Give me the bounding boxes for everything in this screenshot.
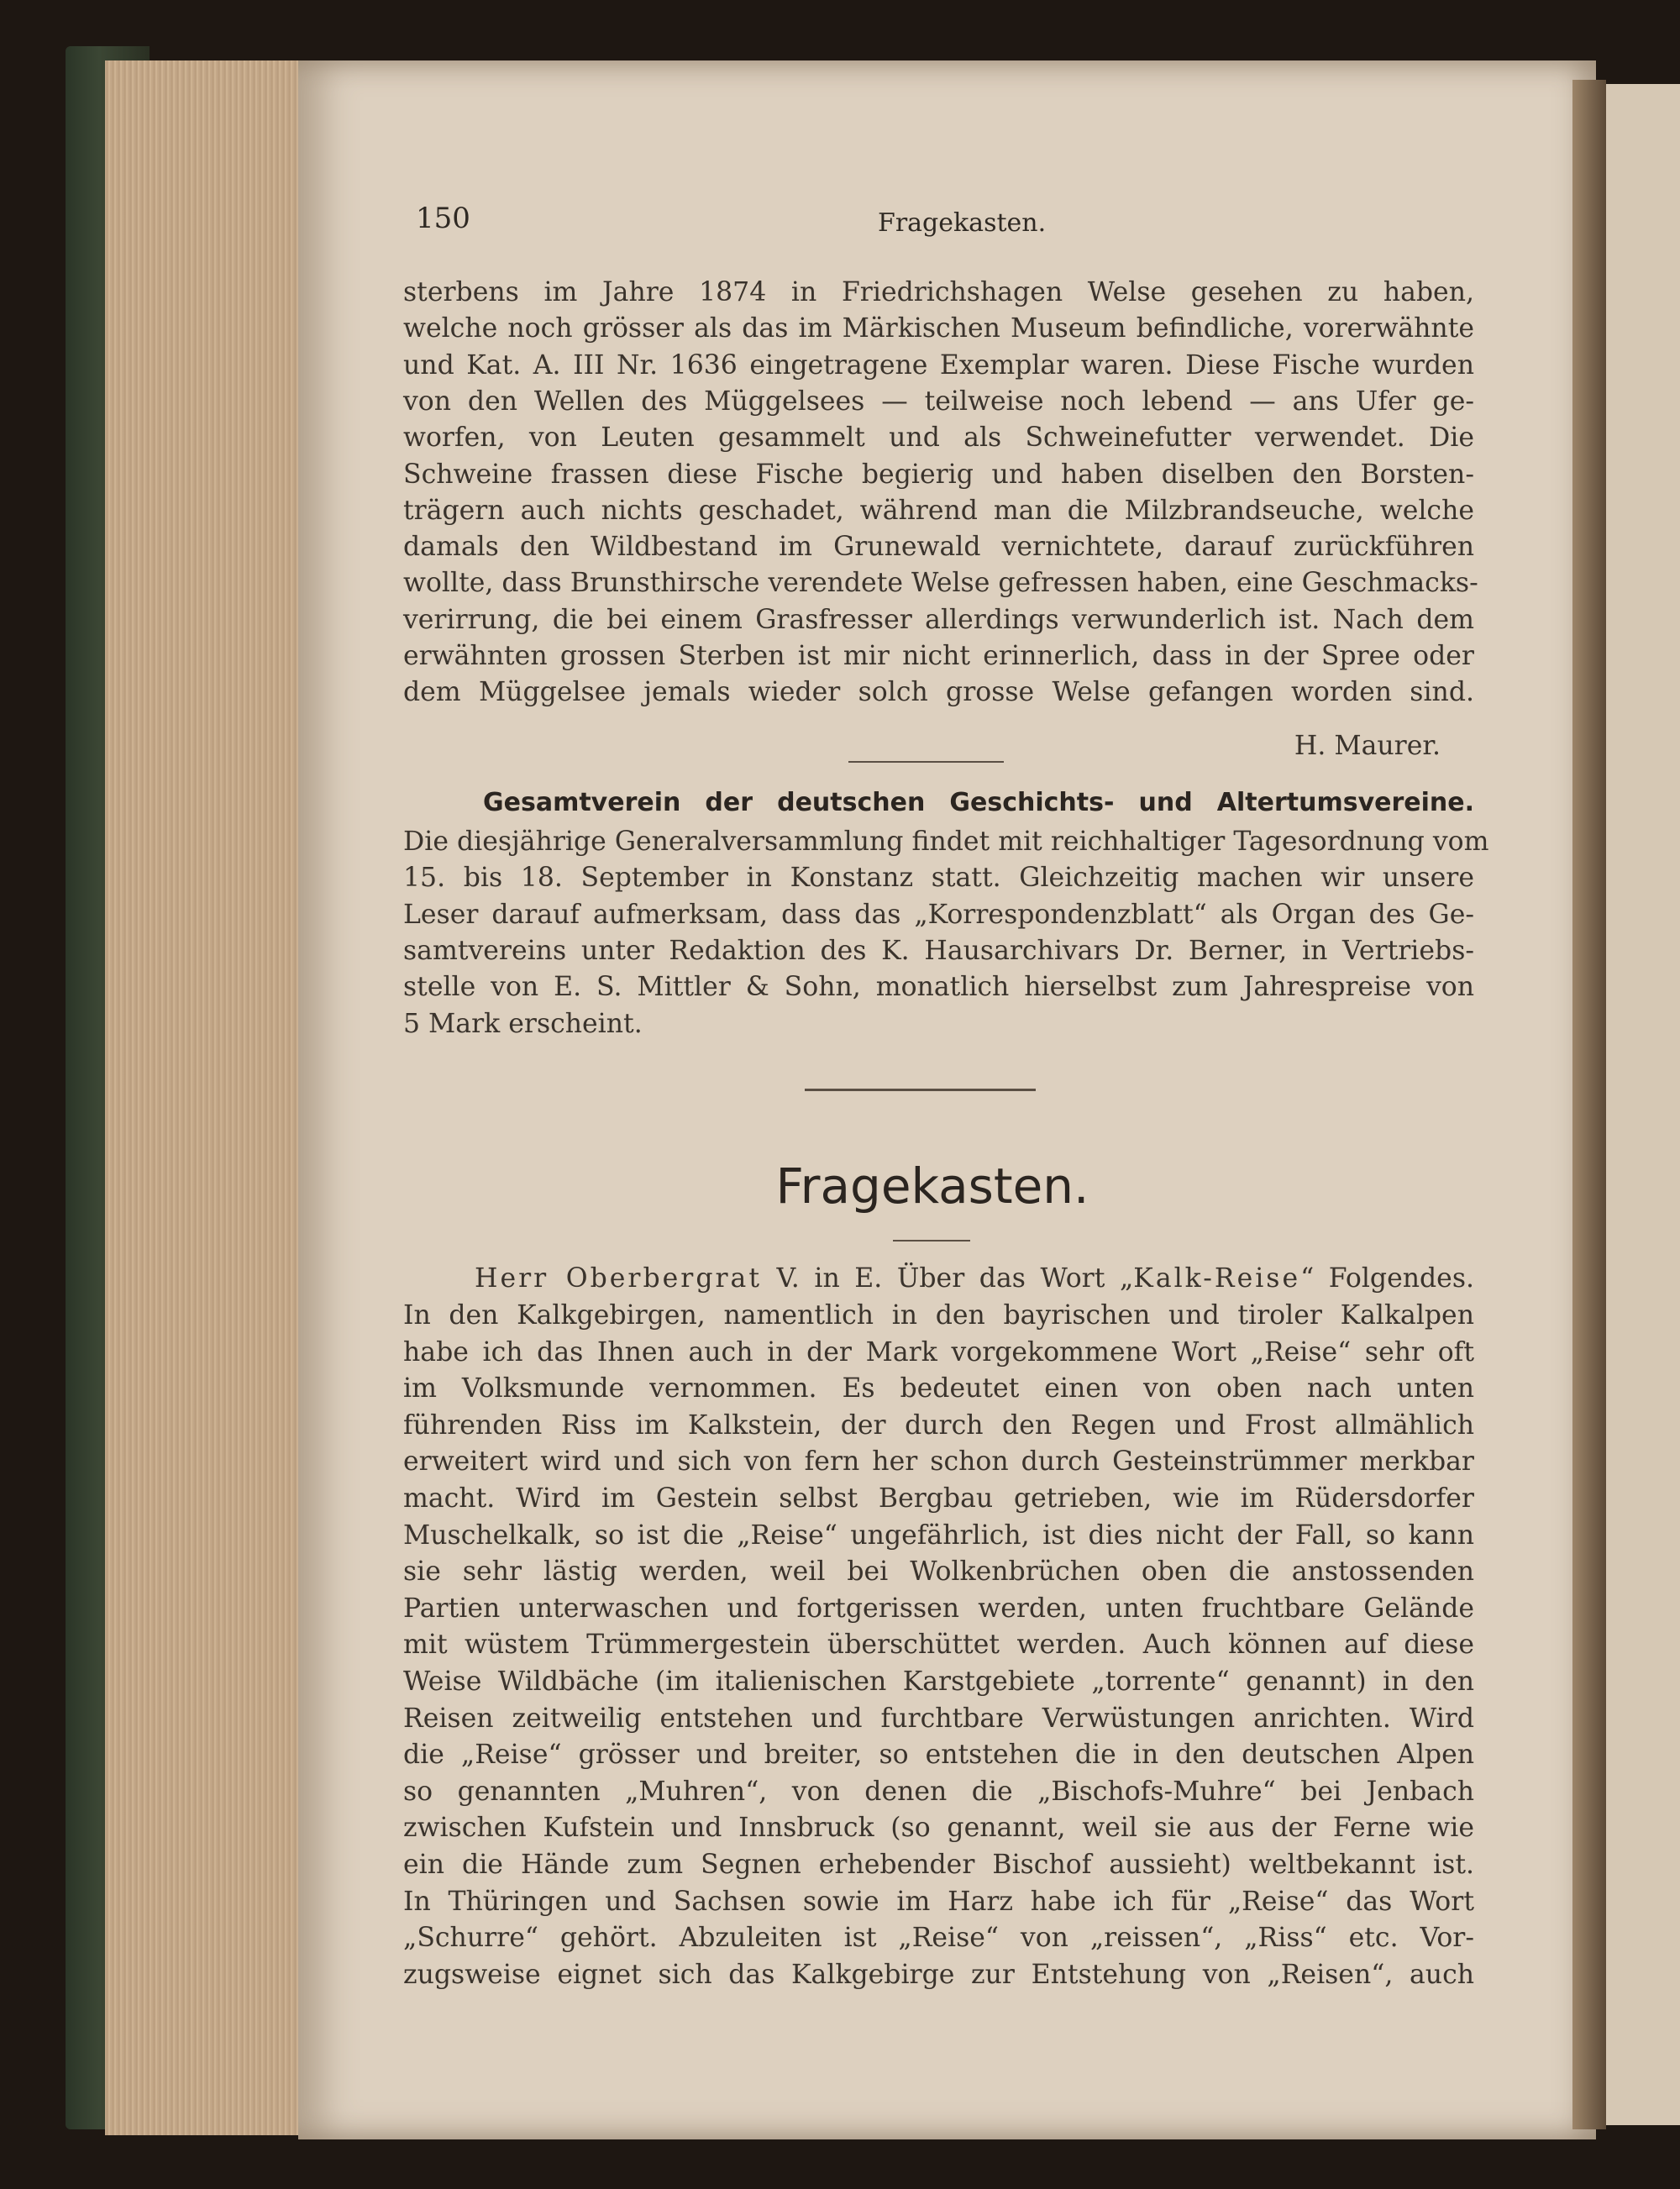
text-line: 5 Mark erscheint. <box>403 1008 643 1039</box>
intro-rest: V. in E. Über das Wort „ <box>762 1263 1134 1294</box>
question-intro <box>403 1262 1474 1295</box>
short-divider <box>848 761 1004 763</box>
text-line: Reisen zeitweilig entstehen und furchtbare Verwüstungen anrichten. Wird <box>403 1703 1474 1734</box>
text-line: habe ich das Ihnen auch in der Mark vorgekommene Wort „Reise“ sehr oft <box>403 1336 1474 1367</box>
text-line: macht. Wird im Gestein selbst Bergbau getrieben, wie im Rüdersdorfer <box>403 1483 1474 1514</box>
text-line: „Schurre“ gehört. Abzuleiten ist „Reise“ von „reissen“, „Riss“ etc. Vor- <box>403 1923 1474 1954</box>
text-line: die „Reise“ grösser und breiter, so entstehen die in den deutschen Alpen <box>403 1740 1474 1771</box>
text-line: In Thüringen und Sachsen sowie im Harz habe ich für „Reise“ das Wort <box>403 1886 1474 1917</box>
section-divider <box>805 1089 1036 1091</box>
text-line: sterbens im Jahre 1874 in Friedrichshagen Welse gesehen zu haben, <box>403 277 1474 307</box>
text-line: wollte, dass Brunsthirsche verendete Welse gefressen haben, eine Geschmacks- <box>403 568 1478 599</box>
page-number: 150 <box>416 202 470 235</box>
text-line: erweitert wird und sich von fern her schon durch Gesteinstrümmer merkbar <box>403 1446 1474 1478</box>
signature: H. Maurer. <box>1294 731 1441 761</box>
text-line: Weise Wildbäche (im italienischen Karstgebiete „torrente“ genannt) in den <box>403 1667 1474 1697</box>
text-line: In den Kalkgebirgen, namentlich in den bayrischen und tiroler Kalkalpen <box>403 1300 1474 1331</box>
text-line: Partien unterwaschen und fortgerissen werden, unten fruchtbare Gelände <box>403 1593 1474 1624</box>
title-underline <box>893 1240 970 1241</box>
book-gutter <box>1572 80 1606 2129</box>
text-line: welche noch grösser als das im Märkischen Museum befindliche, vorerwähnte <box>403 313 1474 344</box>
text-line: Leser darauf aufmerksam, dass das „Korrespondenzblatt“ als Organ des Ge- <box>403 899 1474 930</box>
text-line: führenden Riss im Kalkstein, der durch den Regen und Frost allmählich <box>403 1409 1474 1441</box>
text-line: so genannten „Muhren“, von denen die „Bischofs-Muhre“ bei Jenbach <box>403 1776 1474 1807</box>
text-line: mit wüstem Trümmergestein überschüttet werden. Auch können auf diese <box>403 1630 1474 1661</box>
text-line: von den Wellen des Müggelsees — teilweise noch lebend — ans Ufer ge- <box>403 386 1474 417</box>
text-line: dem Müggelsee jemals wieder solch grosse Welse gefangen worden sind. <box>403 677 1474 708</box>
society-heading: Gesamtverein der deutschen Geschichts- und Altertumsvereine. <box>483 788 1474 817</box>
text-line: Muschelkalk, so ist die „Reise“ ungefährlich, ist dies nicht der Fall, so kann <box>403 1520 1474 1551</box>
text-line: ein die Hände zum Segnen erhebender Bischof aussieht) weltbekannt ist. <box>403 1850 1474 1880</box>
intro-end: “ Folgendes. <box>1300 1263 1475 1294</box>
section-title: Fragekasten. <box>775 1157 1089 1215</box>
text-line: zugsweise eignet sich das Kalkgebirge zur Entstehung von „Reisen“, auch <box>403 1959 1474 1990</box>
text-line: samtvereins unter Redaktion des K. Hausarchivars Dr. Berner, in Vertriebs- <box>403 935 1474 966</box>
text-line: damals den Wildbestand im Grunewald vernichtete, darauf zurückführen <box>403 532 1474 563</box>
running-title: Fragekasten. <box>878 208 1047 238</box>
text-line: und Kat. A. III Nr. 1636 eingetragene Exemplar waren. Diese Fische wurden <box>403 349 1474 381</box>
text-line: im Volksmunde vernommen. Es bedeutet einen von oben nach unten <box>403 1373 1474 1404</box>
facing-page-edge <box>1606 84 1680 2125</box>
text-line: Die diesjährige Generalversammlung findet mit reichhaltiger Tagesordnung vom <box>403 827 1489 857</box>
intro-word: Kalk-Reise <box>1133 1263 1301 1294</box>
text-line: trägern auch nichts geschadet, während man die Milzbrandseuche, welche <box>403 495 1474 526</box>
text-line: stelle von E. S. Mittler & Sohn, monatlich hierselbst zum Jahrespreise von <box>403 972 1474 1003</box>
page-edges <box>105 60 315 2135</box>
text-line: zwischen Kufstein und Innsbruck (so genannt, weil sie aus der Ferne wie <box>403 1813 1474 1844</box>
text-line: Schweine frassen diese Fische begierig und haben diselben den Borsten- <box>403 459 1474 490</box>
text-line: worfen, von Leuten gesammelt und als Schweinefutter verwendet. Die <box>403 423 1474 454</box>
intro-spaced: Herr Oberbergrat <box>475 1263 762 1294</box>
text-line: erwähnten grossen Sterben ist mir nicht erinnerlich, dass in der Spree oder <box>403 641 1474 671</box>
text-line: 15. bis 18. September in Konstanz statt. Gleichzeitig machen wir unsere <box>403 863 1474 894</box>
text-line: sie sehr lästig werden, weil bei Wolkenbrüchen oben die anstossenden <box>403 1556 1474 1588</box>
text-line: verirrung, die bei einem Grasfresser allerdings verwunderlich ist. Nach dem <box>403 604 1474 635</box>
